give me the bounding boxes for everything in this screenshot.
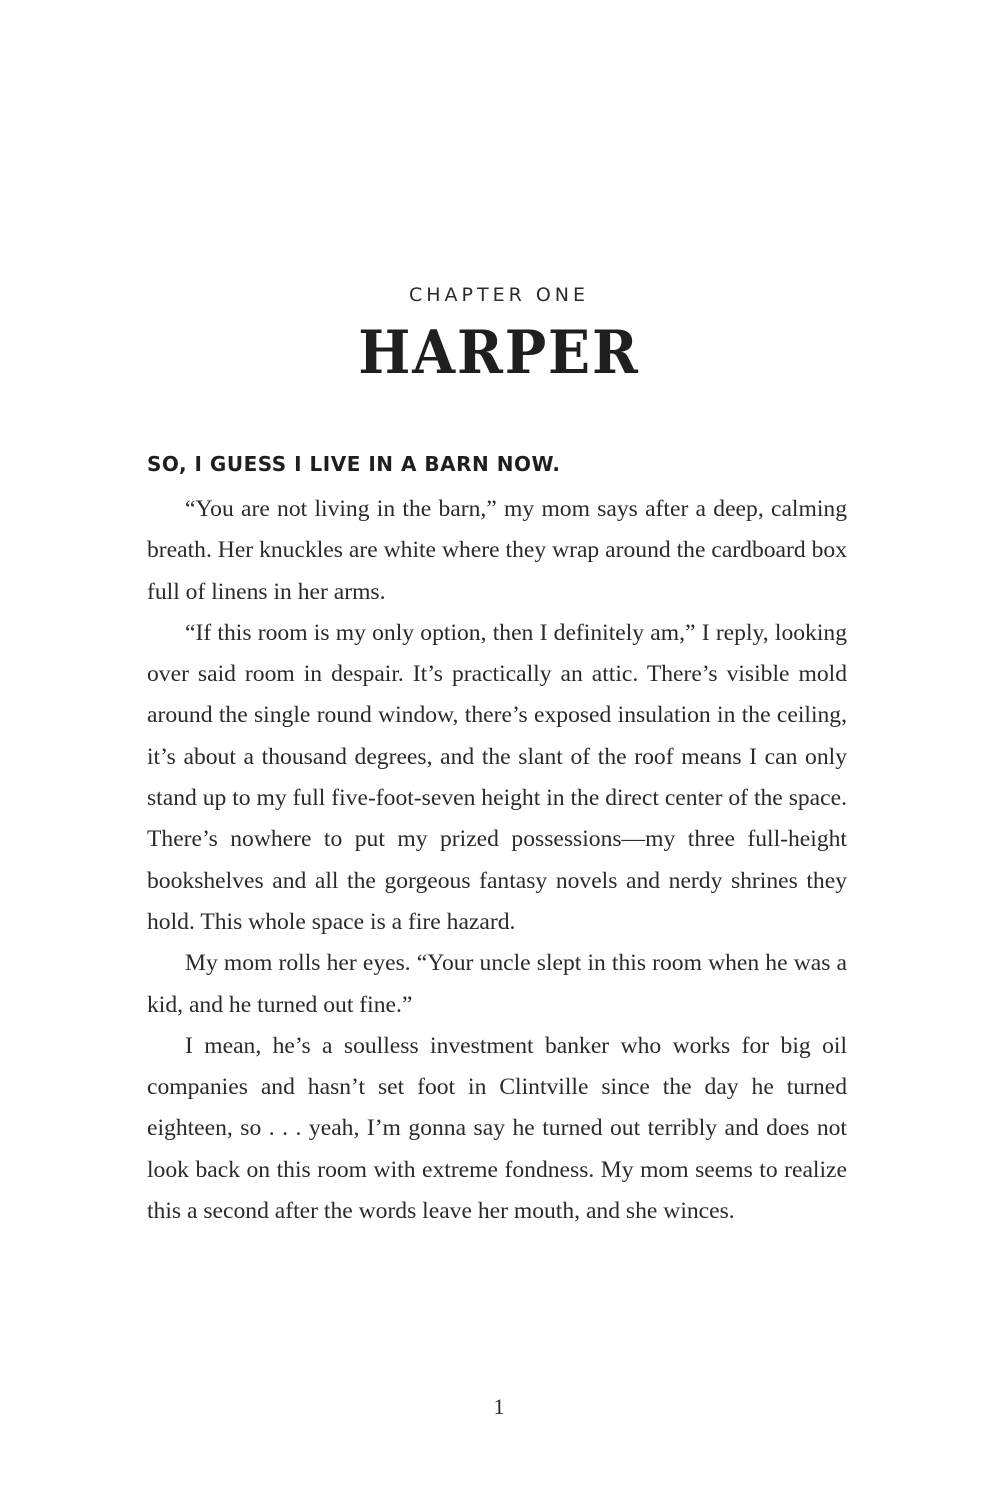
page-number: 1 [493, 1394, 505, 1419]
chapter-body [147, 447, 847, 1232]
paragraph: “If this room is my only option, then I definitely am,” I reply, looking over said room in despair. It’s practically an attic. There’s visible mold around the single round window, there’s exposed insulation in the ceiling, it’s about a thousand degrees, and the slant of the roof means I can only stand up to my full five-foot-seven height in the direct center of the space. There’s nowhere to put my prized possessions—my three full-height bookshelves and all the gorgeous fantasy novels and nerdy shrines they hold. This whole space is a fire hazard. [147, 619, 847, 935]
chapter-title: HARPER [358, 318, 640, 388]
paragraph: “You are not living in the barn,” my mom says after a deep, calming breath. Her knuckles are white where they wrap around the cardboard box full of linens in her arms. [147, 496, 847, 605]
paragraph: My mom rolls her eyes. “Your uncle slept in this room when he was a kid, and he turned out fine.” [147, 950, 847, 1018]
opening-line: SO, I GUESS I LIVE IN A BARN NOW. [147, 452, 561, 476]
paragraph: I mean, he’s a soulless investment banker who works for big oil companies and hasn’t set foot in Clintville since the day he turned eighteen, so . . . yeah, I’m gonna say he turned out terribly and does not look back on this room with extreme fondness. My mom seems to realize this a second after the words leave her mouth, and she winces. [147, 1032, 847, 1225]
chapter-label: CHAPTER ONE [408, 284, 590, 306]
